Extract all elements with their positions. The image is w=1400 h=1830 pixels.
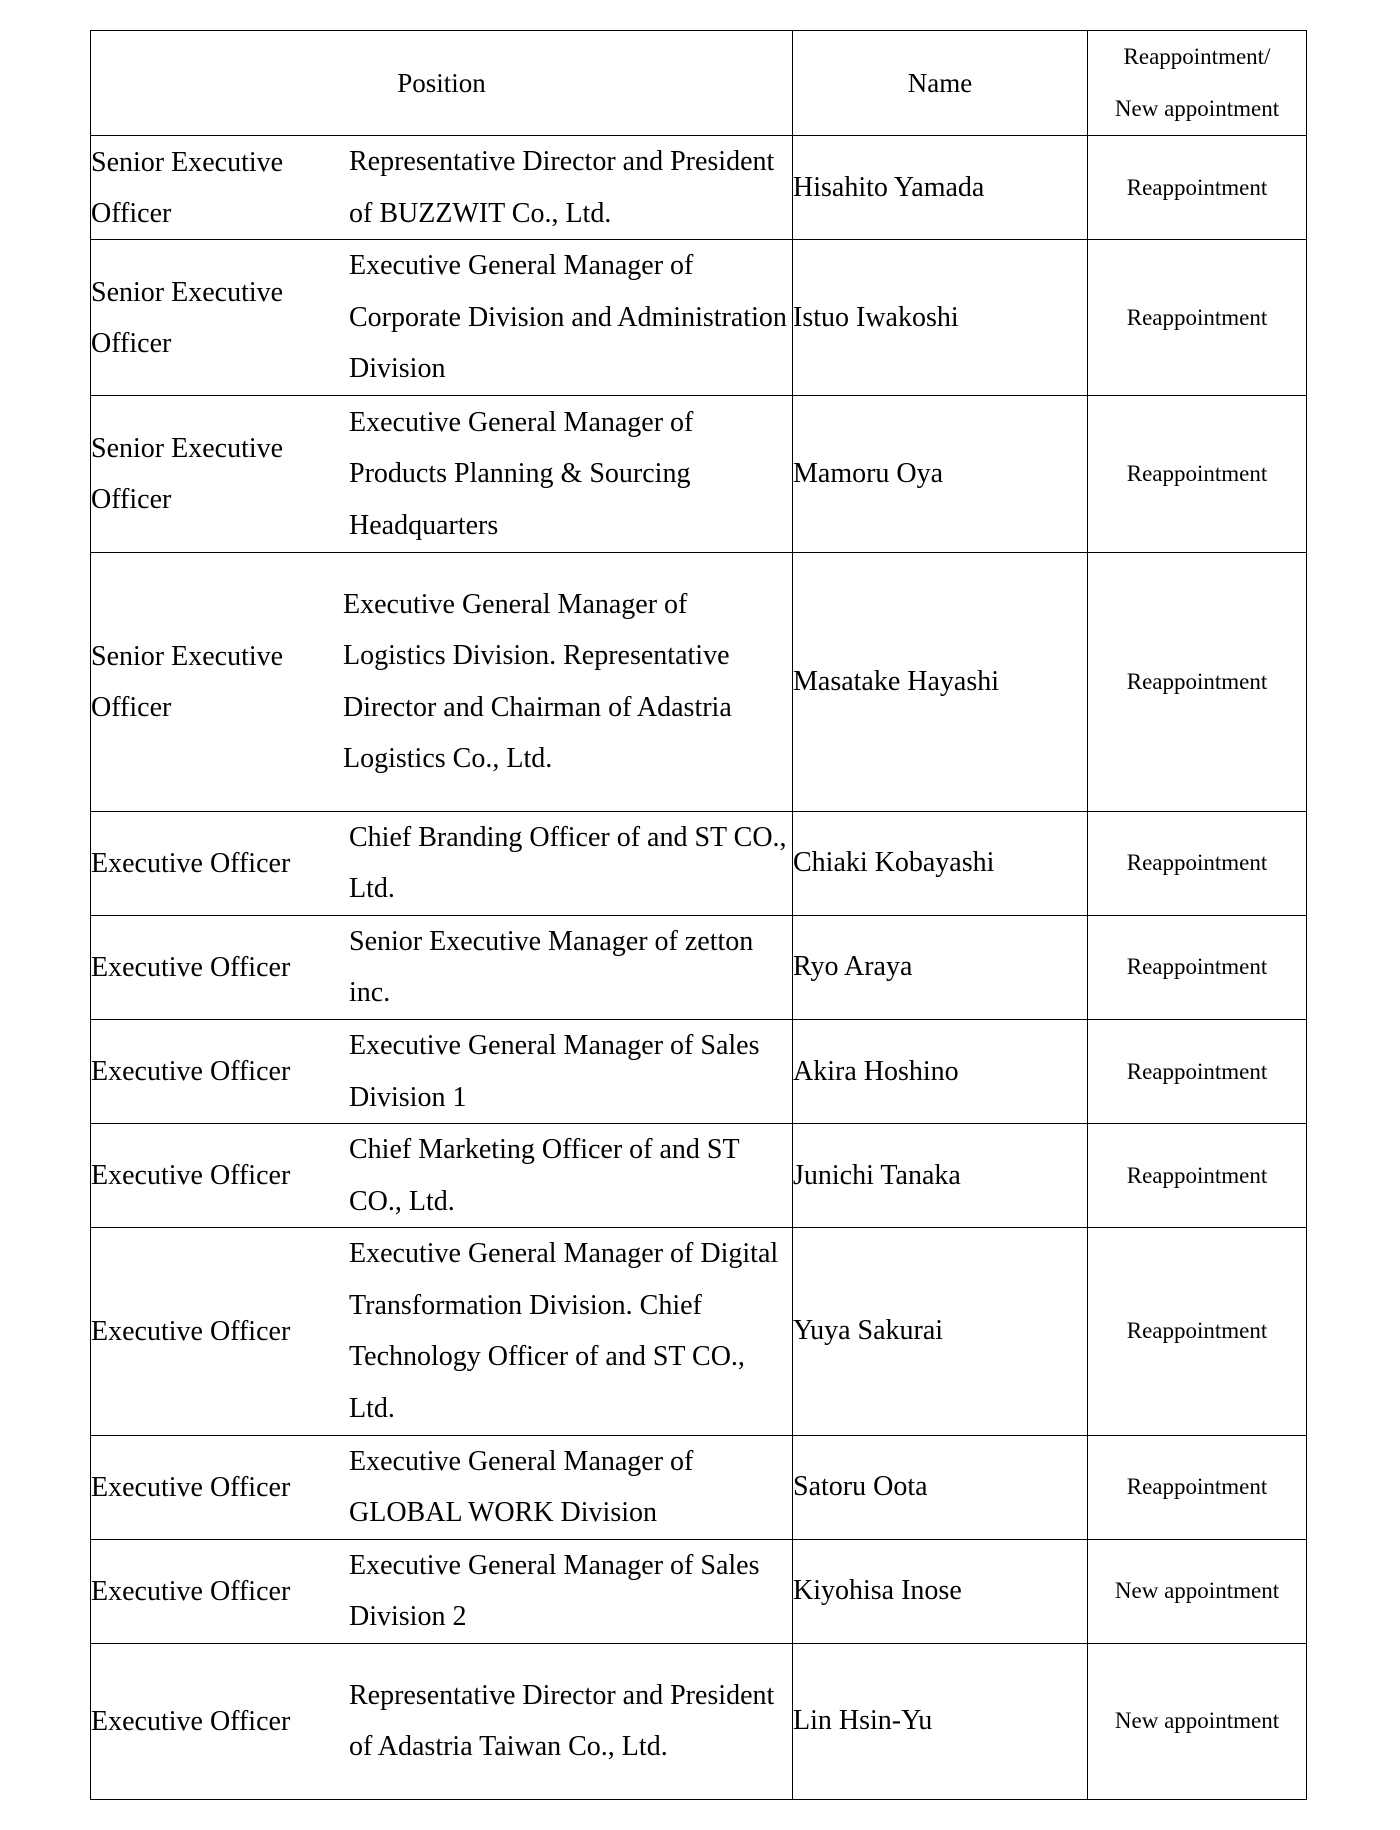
officer-name: Mamoru Oya xyxy=(793,396,1088,552)
name-header: Name xyxy=(793,31,1088,136)
appointment-status: Reappointment xyxy=(1088,240,1307,396)
officer-description: Representative Director and President of Adastria Taiwan Co., Ltd. xyxy=(349,1679,775,1763)
officer-name: Junichi Tanaka xyxy=(793,1124,1088,1228)
table-row xyxy=(91,1643,1307,1799)
officer-title: Executive Officer xyxy=(91,847,291,879)
header-row xyxy=(91,31,1307,136)
appointment-status: Reappointment xyxy=(1088,136,1307,240)
officer-name: Akira Hoshino xyxy=(793,1020,1088,1124)
table-row xyxy=(91,1124,1307,1228)
appointment-status: Reappointment xyxy=(1088,915,1307,1019)
officer-name: Chiaki Kobayashi xyxy=(793,811,1088,915)
appointment-status: Reappointment xyxy=(1088,552,1307,811)
position-cell xyxy=(91,552,793,811)
officer-title: Executive Officer xyxy=(91,1315,291,1347)
table-row xyxy=(91,396,1307,552)
table-row xyxy=(91,240,1307,396)
position-cell xyxy=(91,811,793,915)
table-row xyxy=(91,1539,1307,1643)
appointment-status: Reappointment xyxy=(1088,1124,1307,1228)
position-cell xyxy=(91,1435,793,1539)
position-cell xyxy=(91,1228,793,1435)
officer-title: Executive Officer xyxy=(91,1056,291,1088)
officers-table xyxy=(90,30,1307,1800)
officer-title: Senior Executive Officer xyxy=(91,276,284,359)
status-header-line1: Reappointment/ xyxy=(1123,44,1271,69)
appointment-status: New appointment xyxy=(1088,1643,1307,1799)
position-cell xyxy=(91,136,793,240)
status-header xyxy=(1088,31,1307,136)
appointment-status: New appointment xyxy=(1088,1539,1307,1643)
officer-name: Masatake Hayashi xyxy=(793,552,1088,811)
position-header: Position xyxy=(91,31,793,136)
position-cell xyxy=(91,1643,793,1799)
table-row xyxy=(91,136,1307,240)
position-cell xyxy=(91,240,793,396)
table-row xyxy=(91,1020,1307,1124)
officer-title: Executive Officer xyxy=(91,1575,291,1607)
officer-description: Executive General Manager of GLOBAL WORK Division xyxy=(349,1445,694,1529)
officer-name: Satoru Oota xyxy=(793,1435,1088,1539)
appointment-status: Reappointment xyxy=(1088,1020,1307,1124)
officer-title: Senior Executive Officer xyxy=(91,640,284,723)
officer-title: Senior Executive Officer xyxy=(91,146,284,229)
position-cell xyxy=(91,1020,793,1124)
officer-name: Yuya Sakurai xyxy=(793,1228,1088,1435)
officer-title: Executive Officer xyxy=(91,1160,291,1192)
officer-description: Executive General Manager of Digital Transformation Division. Chief Technology Officer of and ST CO., Ltd. xyxy=(349,1238,779,1424)
officer-name: Ryo Araya xyxy=(793,915,1088,1019)
officer-description: Executive General Manager of Logistics Division. Representative Director and Chairman of Adastria Logistics Co., Ltd. xyxy=(343,588,732,775)
officer-description: Representative Director and President of BUZZWIT Co., Ltd. xyxy=(349,146,775,229)
officer-description: Chief Branding Officer of and ST CO., Ltd. xyxy=(349,821,787,905)
appointment-status: Reappointment xyxy=(1088,1228,1307,1435)
table-row xyxy=(91,811,1307,915)
officer-name: Istuo Iwakoshi xyxy=(793,240,1088,396)
appointment-status: Reappointment xyxy=(1088,811,1307,915)
officer-title: Executive Officer xyxy=(91,1705,291,1737)
status-header-line2: New appointment xyxy=(1114,96,1280,121)
table-row xyxy=(91,1435,1307,1539)
officer-title: Senior Executive Officer xyxy=(91,432,284,515)
appointment-status: Reappointment xyxy=(1088,1435,1307,1539)
officer-description: Executive General Manager of Corporate Division and Administration Division xyxy=(349,250,787,385)
officer-name: Lin Hsin-Yu xyxy=(793,1643,1088,1799)
position-cell xyxy=(91,915,793,1019)
officer-description: Senior Executive Manager of zetton inc. xyxy=(349,925,754,1009)
appointment-status: Reappointment xyxy=(1088,396,1307,552)
position-cell xyxy=(91,396,793,552)
position-cell xyxy=(91,1124,793,1228)
officer-description: Chief Marketing Officer of and ST CO., Ltd. xyxy=(349,1134,740,1217)
officer-name: Kiyohisa Inose xyxy=(793,1539,1088,1643)
officer-description: Executive General Manager of Products Planning & Sourcing Headquarters xyxy=(349,406,694,541)
officer-description: Executive General Manager of Sales Division 2 xyxy=(349,1549,760,1633)
officer-name: Hisahito Yamada xyxy=(793,136,1088,240)
officer-title: Executive Officer xyxy=(91,951,291,983)
table-row xyxy=(91,552,1307,811)
table-row xyxy=(91,1228,1307,1435)
table-row xyxy=(91,915,1307,1019)
officer-title: Executive Officer xyxy=(91,1471,291,1503)
officer-description: Executive General Manager of Sales Division 1 xyxy=(349,1030,760,1113)
position-cell xyxy=(91,1539,793,1643)
